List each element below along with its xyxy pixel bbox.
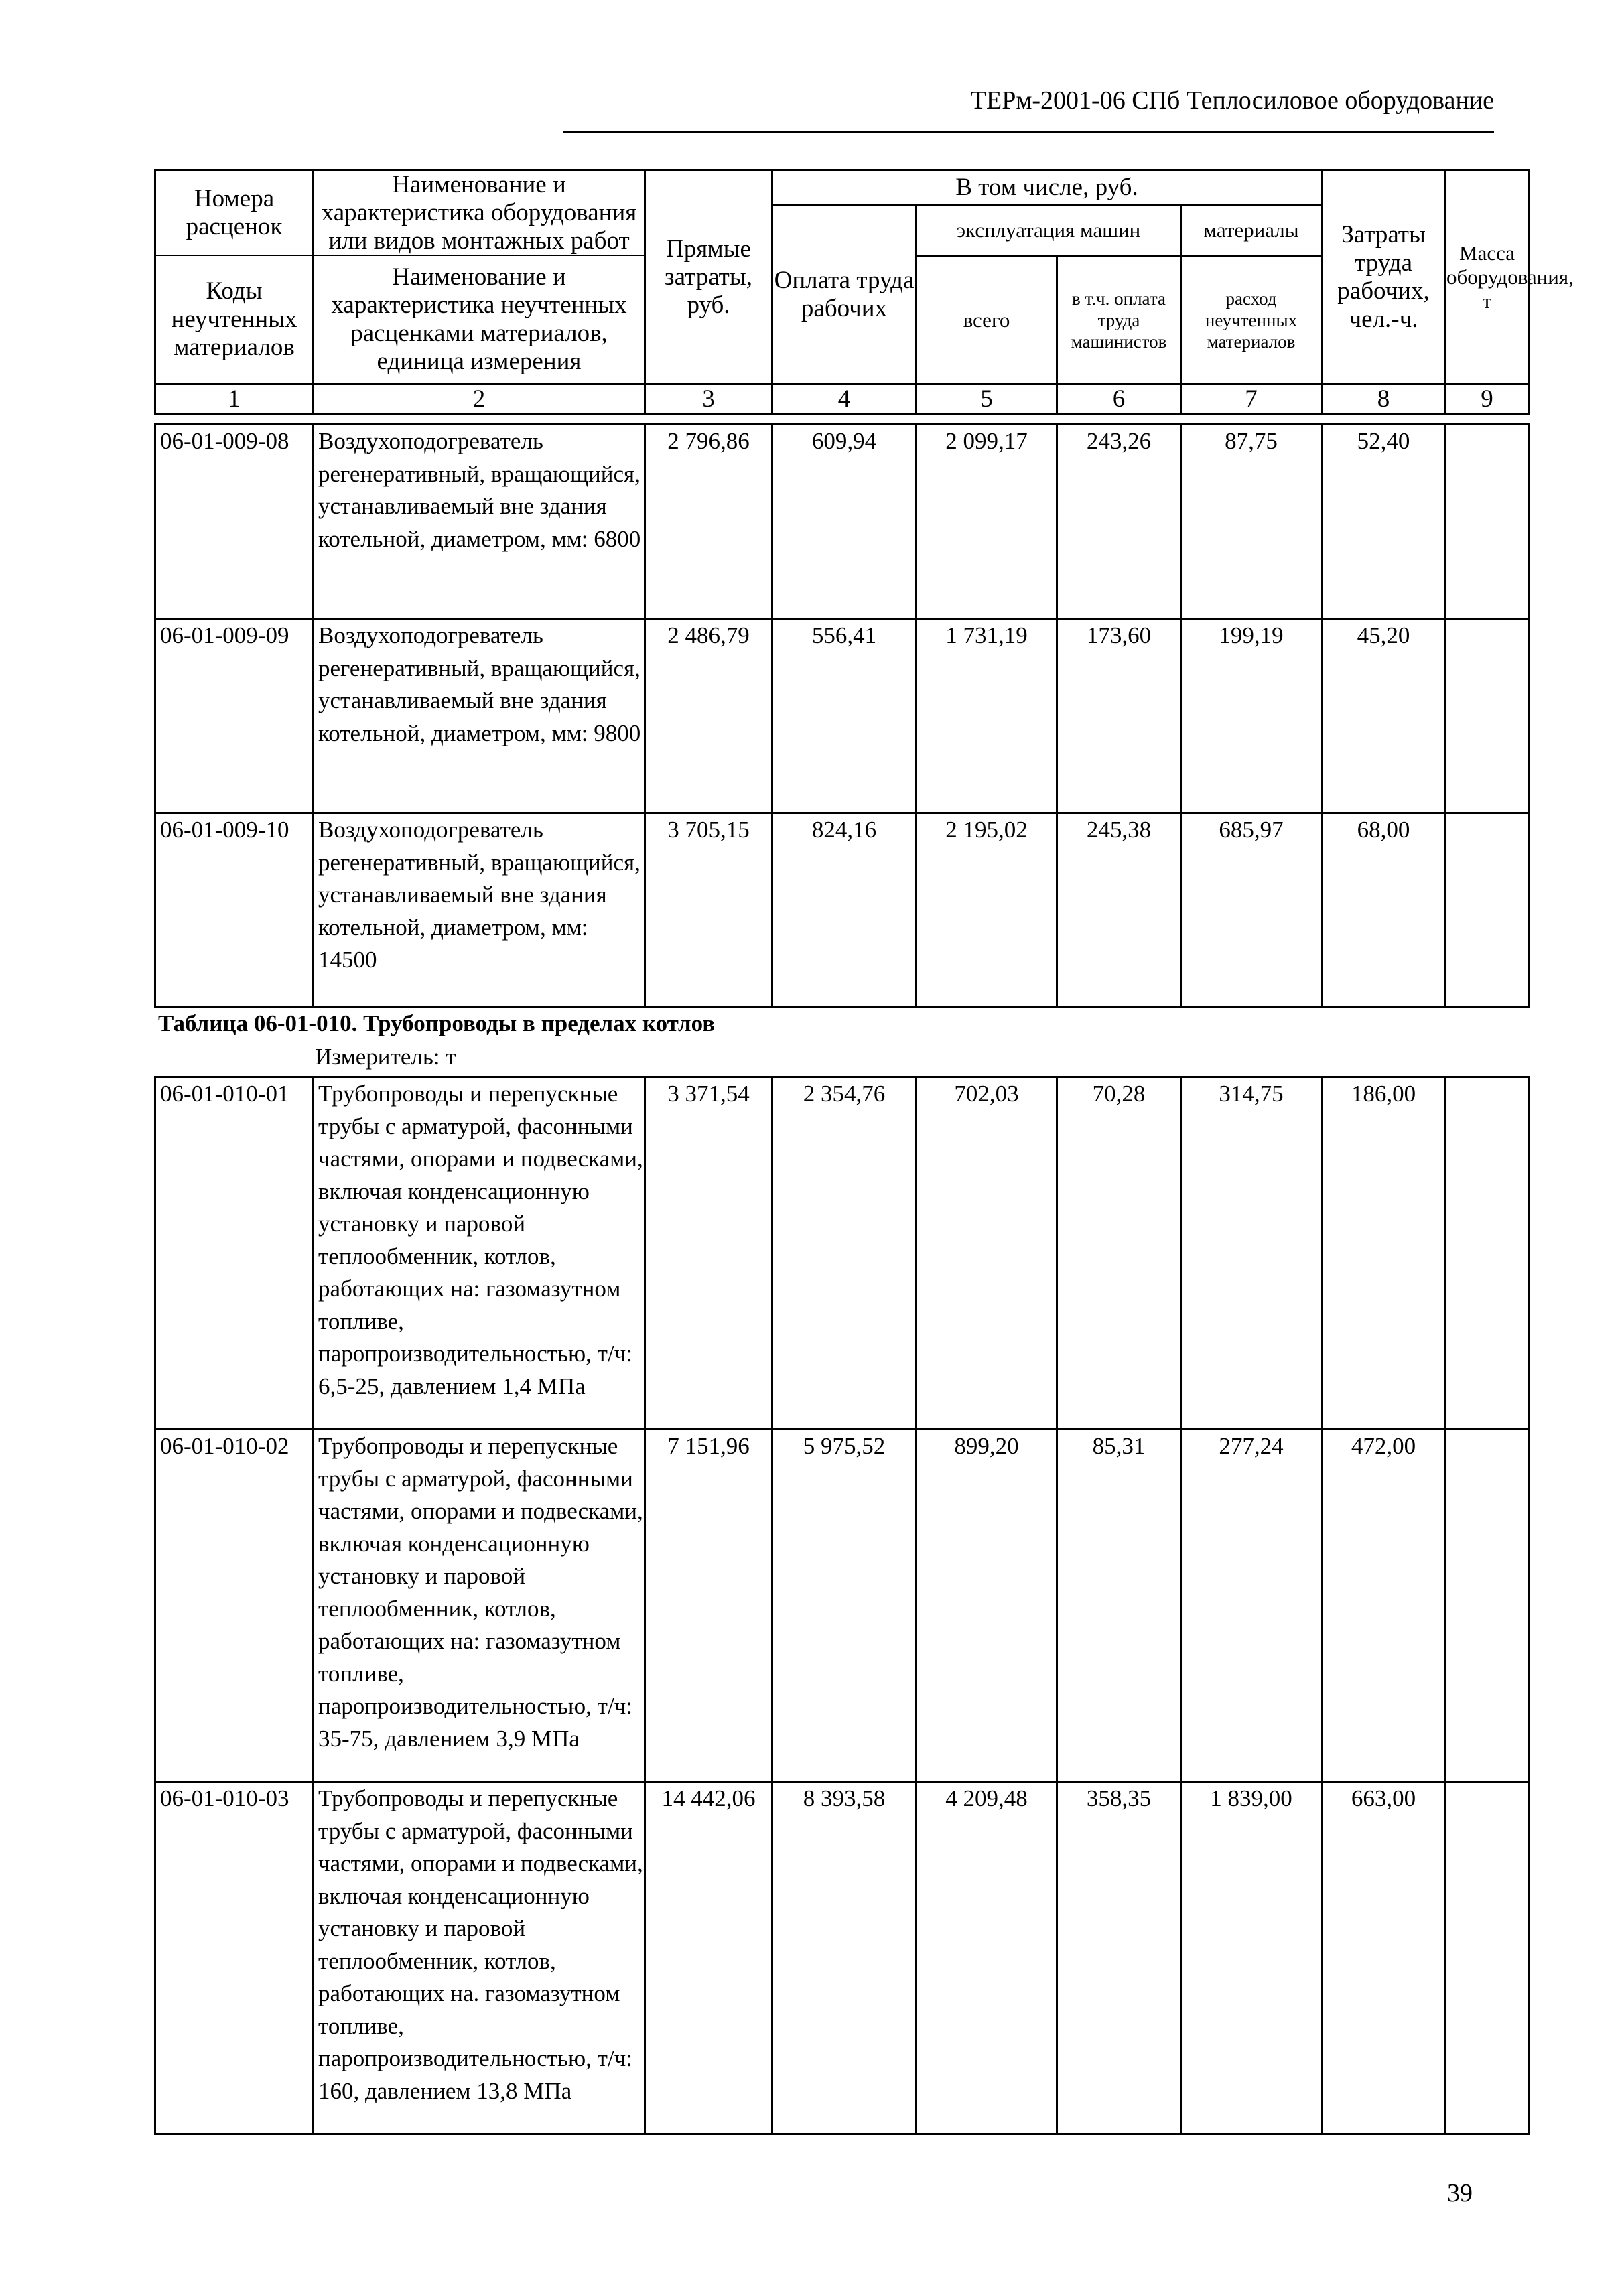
materials-cost: 87,75 — [1181, 425, 1322, 619]
rate-code: 06-01-009-09 — [155, 619, 314, 813]
machines-total: 2 195,02 — [917, 813, 1057, 1008]
header-machine-operation: эксплуатация машин — [917, 205, 1181, 256]
rate-name: Воздухоподогреватель регенеративный, вращающийся, устанавливаемый вне здания котельной, диаметром, мм: 6800 — [314, 425, 645, 619]
table-row — [155, 1782, 1529, 2134]
column-number: 2 — [314, 385, 645, 415]
direct-costs: 3 705,15 — [645, 813, 772, 1008]
rate-code: 06-01-010-03 — [155, 1782, 314, 2134]
materials-cost: 314,75 — [1181, 1077, 1322, 1430]
machines-total: 4 209,48 — [917, 1782, 1057, 2134]
header-direct-costs: Прямые затраты, руб. — [645, 170, 772, 385]
equipment-mass — [1446, 1430, 1529, 1782]
header-material-codes: Коды неучтенных материалов — [155, 256, 314, 385]
table-row — [155, 1077, 1529, 1430]
worker-pay: 609,94 — [772, 425, 917, 619]
worker-pay: 2 354,76 — [772, 1077, 917, 1430]
header-machinists-pay: в т.ч. оплата труда машинистов — [1057, 256, 1181, 385]
running-head: ТЕРм-2001-06 СПб Теплосиловое оборудование — [970, 86, 1494, 115]
materials-cost: 199,19 — [1181, 619, 1322, 813]
header-material-name: Наименование и характеристика неучтенных расценками материалов, единица измерения — [314, 256, 645, 385]
rate-code: 06-01-009-08 — [155, 425, 314, 619]
machines-total: 2 099,17 — [917, 425, 1057, 619]
header-materials: материалы — [1181, 205, 1322, 256]
rate-name: Воздухоподогреватель регенеративный, вращающийся, устанавливаемый вне здания котельной, диаметром, мм: 9800 — [314, 619, 645, 813]
rates-table-009 — [154, 423, 1530, 1008]
labor-hours: 52,40 — [1322, 425, 1446, 619]
direct-costs: 14 442,06 — [645, 1782, 772, 2134]
column-number: 5 — [917, 385, 1057, 415]
machinists-pay: 70,28 — [1057, 1077, 1181, 1430]
machinists-pay: 243,26 — [1057, 425, 1181, 619]
machines-total: 702,03 — [917, 1077, 1057, 1430]
worker-pay: 5 975,52 — [772, 1430, 917, 1782]
machinists-pay: 173,60 — [1057, 619, 1181, 813]
rate-code: 06-01-010-01 — [155, 1077, 314, 1430]
column-number: 9 — [1446, 385, 1529, 415]
machinists-pay: 245,38 — [1057, 813, 1181, 1008]
table-row — [155, 619, 1529, 813]
equipment-mass — [1446, 619, 1529, 813]
labor-hours: 45,20 — [1322, 619, 1446, 813]
header-including-group: В том числе, руб. — [772, 170, 1322, 205]
column-header-table — [154, 169, 1574, 415]
labor-hours: 663,00 — [1322, 1782, 1446, 2134]
machinists-pay: 358,35 — [1057, 1782, 1181, 2134]
labor-hours: 472,00 — [1322, 1430, 1446, 1782]
equipment-mass — [1446, 1077, 1529, 1430]
labor-hours: 68,00 — [1322, 813, 1446, 1008]
header-unaccounted-materials: расход неучтенных материалов — [1181, 256, 1322, 385]
direct-costs: 2 486,79 — [645, 619, 772, 813]
worker-pay: 556,41 — [772, 619, 917, 813]
machinists-pay: 85,31 — [1057, 1430, 1181, 1782]
header-labor-hours: Затраты труда рабочих, чел.-ч. — [1322, 170, 1446, 385]
direct-costs: 3 371,54 — [645, 1077, 772, 1430]
materials-cost: 685,97 — [1181, 813, 1322, 1008]
equipment-mass — [1446, 1782, 1529, 2134]
column-number: 1 — [155, 385, 314, 415]
header-rule — [563, 131, 1494, 133]
column-number: 8 — [1322, 385, 1446, 415]
header-rate-numbers: Номера расценок — [155, 170, 314, 256]
unit-of-measure: Измеритель: т — [315, 1044, 456, 1070]
table-title: Таблица 06-01-010. Трубопроводы в пределах котлов — [158, 1010, 716, 1036]
table-row — [155, 1430, 1529, 1782]
table-row — [155, 425, 1529, 619]
column-number: 4 — [772, 385, 917, 415]
worker-pay: 824,16 — [772, 813, 917, 1008]
rate-name: Трубопроводы и перепускные трубы с арматурой, фасонными частями, опорами и подвесками, включая конденсационную установку и паровой теплообменник, котлов, работающих на. газомазутном топливе, паропроизводительностью, т/ч: 160, давлением 13,8 МПа — [314, 1782, 645, 2134]
rate-name: Воздухоподогреватель регенеративный, вращающийся, устанавливаемый вне здания котельной, диаметром, мм: 14500 — [314, 813, 645, 1008]
rates-table-010 — [154, 1076, 1530, 2135]
header-worker-pay: Оплата труда рабочих — [772, 205, 917, 385]
direct-costs: 7 151,96 — [645, 1430, 772, 1782]
materials-cost: 277,24 — [1181, 1430, 1322, 1782]
column-number: 6 — [1057, 385, 1181, 415]
materials-cost: 1 839,00 — [1181, 1782, 1322, 2134]
equipment-mass — [1446, 813, 1529, 1008]
rate-code: 06-01-009-10 — [155, 813, 314, 1008]
rate-name: Трубопроводы и перепускные трубы с арматурой, фасонными частями, опорами и подвесками, включая конденсационную установку и паровой теплообменник, котлов, работающих на: газомазутном топливе, паропроизводительностью, т/ч: 6,5-25, давлением 1,4 МПа — [314, 1077, 645, 1430]
header-equipment-mass: Масса оборудования, т — [1446, 170, 1529, 385]
header-work-name: Наименование и характеристика оборудования или видов монтажных работ — [314, 170, 645, 256]
equipment-mass — [1446, 425, 1529, 619]
header-machines-total: всего — [917, 256, 1057, 385]
column-number: 7 — [1181, 385, 1322, 415]
page-number: 39 — [1447, 2179, 1473, 2207]
rate-code: 06-01-010-02 — [155, 1430, 314, 1782]
labor-hours: 186,00 — [1322, 1077, 1446, 1430]
direct-costs: 2 796,86 — [645, 425, 772, 619]
column-number: 3 — [645, 385, 772, 415]
rate-name: Трубопроводы и перепускные трубы с арматурой, фасонными частями, опорами и подвесками, включая конденсационную установку и паровой теплообменник, котлов, работающих на: газомазутном топливе, паропроизводительностью, т/ч: 35-75, давлением 3,9 МПа — [314, 1430, 645, 1782]
table-row — [155, 813, 1529, 1008]
machines-total: 1 731,19 — [917, 619, 1057, 813]
machines-total: 899,20 — [917, 1430, 1057, 1782]
worker-pay: 8 393,58 — [772, 1782, 917, 2134]
